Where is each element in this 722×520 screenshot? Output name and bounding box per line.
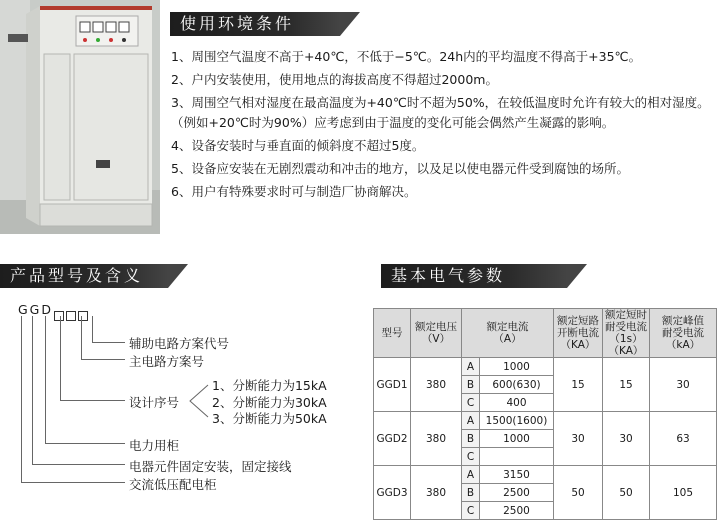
- cabinet-illustration: [0, 0, 160, 234]
- cell-breaking: 15: [554, 358, 603, 412]
- environment-item: 6、用户有特殊要求时可与制造厂协商解决。: [171, 184, 417, 199]
- cell-peak: 30: [650, 358, 717, 412]
- cell-voltage: 380: [411, 466, 462, 520]
- section-heading-model: 产品型号及含义: [0, 264, 168, 288]
- environment-item: 2、户内安装使用，使用地点的海拔高度不得超过2000m。: [171, 72, 498, 87]
- cell-model: GGD2: [374, 412, 411, 466]
- label-breaking-30ka: 2、分断能力为30kA: [212, 395, 327, 410]
- cell-current-label: A: [462, 466, 480, 484]
- cell-current-label: C: [462, 394, 480, 412]
- header-breaking: 额定短路 开断电流 （KA）: [554, 309, 603, 358]
- cell-model: GGD1: [374, 358, 411, 412]
- label-aux-circuit: 辅助电路方案代号: [129, 336, 230, 351]
- cell-current-label: A: [462, 358, 480, 376]
- label-ac-distribution: 交流低压配电柜: [129, 477, 217, 492]
- cell-model: GGD3: [374, 466, 411, 520]
- table-row: [374, 412, 717, 430]
- cell-current-label: B: [462, 376, 480, 394]
- label-breaking-15ka: 1、分断能力为15kA: [212, 378, 327, 393]
- table-header-row: [374, 309, 717, 358]
- cell-short-time: 30: [603, 412, 650, 466]
- cell-current-label: B: [462, 430, 480, 448]
- table-row: [374, 358, 717, 376]
- table-row: [374, 466, 717, 484]
- cell-current-label: C: [462, 448, 480, 466]
- cell-current-value: 400: [480, 394, 554, 412]
- cell-breaking: 30: [554, 412, 603, 466]
- section-heading-environment: 使用环境条件: [170, 12, 340, 36]
- environment-item: 1、周围空气温度不高于+40℃，不低于−5℃。24h内的平均温度不得高于+35℃。: [171, 49, 642, 64]
- environment-item: 4、设备安装时与垂直面的倾斜度不超过5度。: [171, 138, 425, 153]
- cell-peak: 105: [650, 466, 717, 520]
- cell-current-value: 600(630): [480, 376, 554, 394]
- cabinet-photo: [0, 0, 160, 234]
- label-fixed-installation: 电器元件固定安装，固定接线: [129, 459, 292, 474]
- header-short-time: 额定短时 耐受电流 （1s）（KA）: [603, 309, 650, 358]
- cell-peak: 63: [650, 412, 717, 466]
- cell-voltage: 380: [411, 412, 462, 466]
- cell-current-value: 1000: [480, 358, 554, 376]
- header-model: 型号: [374, 309, 411, 358]
- label-breaking-50ka: 3、分断能力为50kA: [212, 411, 327, 426]
- header-voltage: 额定电压 （V）: [411, 309, 462, 358]
- cell-current-value: 1500(1600): [480, 412, 554, 430]
- label-design-number: 设计序号: [129, 395, 180, 410]
- cell-short-time: 15: [603, 358, 650, 412]
- model-code: GGD: [18, 302, 53, 317]
- cell-breaking: 50: [554, 466, 603, 520]
- cell-current-value: 1000: [480, 430, 554, 448]
- environment-item: 5、设备应安装在无剧烈震动和冲击的地方，以及足以使电器元件受到腐蚀的场所。: [171, 161, 629, 176]
- cell-short-time: 50: [603, 466, 650, 520]
- cell-current-value: 2500: [480, 484, 554, 502]
- cell-current-label: A: [462, 412, 480, 430]
- cell-current-value: 3150: [480, 466, 554, 484]
- connector-line: [21, 316, 125, 483]
- environment-list: [171, 47, 716, 205]
- label-power-cabinet: 电力用柜: [129, 438, 180, 453]
- section-heading-params: 基本电气参数: [381, 264, 567, 288]
- cell-current-value: [480, 448, 554, 466]
- cell-current-label: C: [462, 502, 480, 520]
- label-main-circuit: 主电路方案号: [129, 354, 205, 369]
- cell-current-value: 2500: [480, 502, 554, 520]
- cell-voltage: 380: [411, 358, 462, 412]
- design-options-bracket: [186, 384, 210, 418]
- header-peak: 额定峰值 耐受电流 （kA）: [650, 309, 717, 358]
- environment-item: 3、周围空气相对湿度在最高温度为+40℃时不超为50%，在较低温度时允许有较大的相对湿度。（例如+20℃时为90%）应考虑到由于温度的变化可能会偶然产生凝露的影响。: [171, 95, 710, 130]
- header-current: 额定电流 （A）: [462, 309, 554, 358]
- cell-current-label: B: [462, 484, 480, 502]
- params-table: [373, 308, 717, 520]
